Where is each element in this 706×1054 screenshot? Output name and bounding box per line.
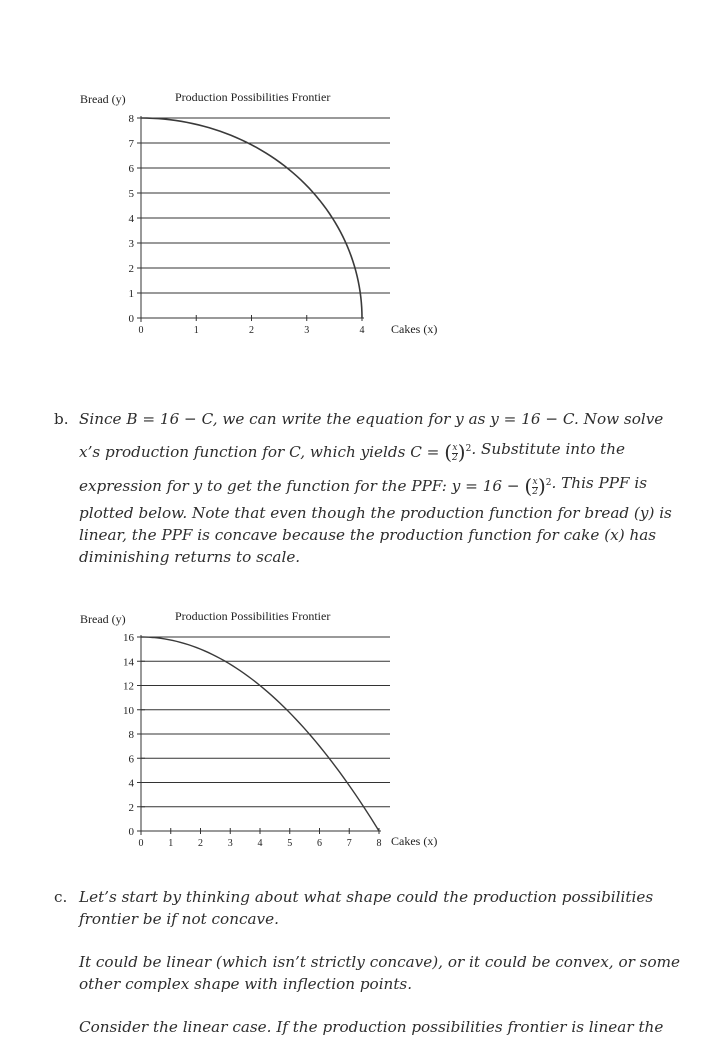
fraction-x-over-2-b: $\frac{x}{2}$	[532, 476, 538, 497]
para-b-marker: b.	[54, 410, 69, 428]
x-tick-label: 3	[304, 325, 310, 336]
para-c-line-3: It could be linear (which isn’t strictly concave), or it could be convex, or some	[79, 953, 681, 971]
x-tick-label: 6	[317, 838, 322, 849]
y-tick-label: 1	[128, 288, 134, 300]
para-b-line-3: expression for y to get the function for the PPF: y = 16 − ( $\frac{x}{2}$ )$^2$ . This PPF is	[79, 474, 648, 498]
x-tick-label: 7	[346, 838, 352, 849]
x-tick-label: 1	[168, 838, 174, 849]
y-tick-label: 0	[128, 826, 134, 838]
chart2-ylabel: Bread (y)	[80, 612, 126, 626]
para-b-line-1	[79, 410, 664, 428]
chart1-title: Production Possibilities Frontier	[175, 90, 331, 104]
y-tick-label: 7	[128, 138, 134, 150]
ppf-chart-2	[0, 600, 706, 860]
y-tick-label: 8	[128, 729, 134, 741]
para-b-line-5: linear, the PPF is concave because the production function for cake (x) has	[79, 526, 657, 544]
chart2-xlabel: Cakes (x)	[391, 834, 438, 848]
ppf-chart-1	[0, 80, 706, 440]
x-tick-label: 0	[138, 838, 144, 849]
y-tick-label: 0	[128, 313, 134, 325]
y-tick-label: 3	[128, 238, 134, 250]
x-tick-label: 3	[227, 838, 233, 849]
para-c-line-4: other complex shape with inflection points.	[79, 975, 413, 993]
para-b-text-2b: . Substitute into the	[471, 440, 626, 458]
para-b-line-4: plotted below. Note that even though the production function for bread (y) is	[79, 504, 672, 522]
y-tick-label: 12	[123, 680, 134, 693]
chart1-xlabel: Cakes (x)	[391, 322, 438, 336]
x-tick-label: 1	[193, 325, 199, 336]
para-b-text-3b: . This PPF is	[551, 474, 648, 492]
chart2-gridlines	[141, 635, 390, 835]
y-tick-label: 10	[123, 704, 134, 717]
y-tick-label: 6	[128, 163, 134, 175]
chart1-gridlines	[141, 116, 390, 322]
x-tick-label: 5	[287, 838, 293, 849]
x-tick-label: 2	[249, 325, 254, 336]
y-tick-label: 8	[128, 113, 134, 125]
para-b-line-2: x’s production function for C, which yields C = ( $\frac{x}{2}$ )$^2$ . Substitute into the	[79, 440, 626, 464]
fraction-x-over-2: $\frac{x}{2}$	[452, 442, 458, 463]
x-tick-label: 4	[359, 325, 365, 336]
para-c-line-1: Let’s start by thinking about what shape could the production possibilities	[79, 888, 654, 906]
para-b-text-2a: x’s production function for C, which yields C =	[79, 443, 440, 461]
chart1-ylabel: Bread (y)	[80, 92, 126, 106]
chart2-title: Production Possibilities Frontier	[175, 609, 331, 623]
y-tick-label: 2	[128, 263, 134, 275]
chart1-y-ticks	[129, 113, 146, 325]
para-c-line-5: Consider the linear case. If the production possibilities frontier is linear the	[79, 1018, 664, 1036]
y-tick-label: 4	[128, 213, 134, 225]
y-tick-label: 16	[123, 632, 134, 644]
x-tick-label: 4	[257, 838, 263, 849]
para-b-line-6: diminishing returns to scale.	[79, 548, 301, 566]
para-c-marker: c.	[54, 888, 68, 906]
y-tick-label: 4	[128, 777, 134, 790]
y-tick-label: 5	[128, 188, 134, 200]
chart2-y-ticks	[123, 632, 145, 838]
x-tick-label: 8	[376, 838, 382, 849]
x-tick-label: 0	[138, 325, 144, 336]
y-tick-label: 2	[128, 801, 134, 814]
x-tick-label: 2	[198, 838, 203, 849]
y-tick-label: 14	[123, 656, 134, 669]
para-b-text-1: Since B = 16 − C, we can write the equation for y as y = 16 − C. Now solve	[79, 410, 664, 428]
para-c-line-2: frontier be if not concave.	[79, 910, 279, 928]
para-b-text-3a: expression for y to get the function for the PPF: y = 16 −	[79, 477, 520, 495]
y-tick-label: 6	[128, 753, 134, 766]
